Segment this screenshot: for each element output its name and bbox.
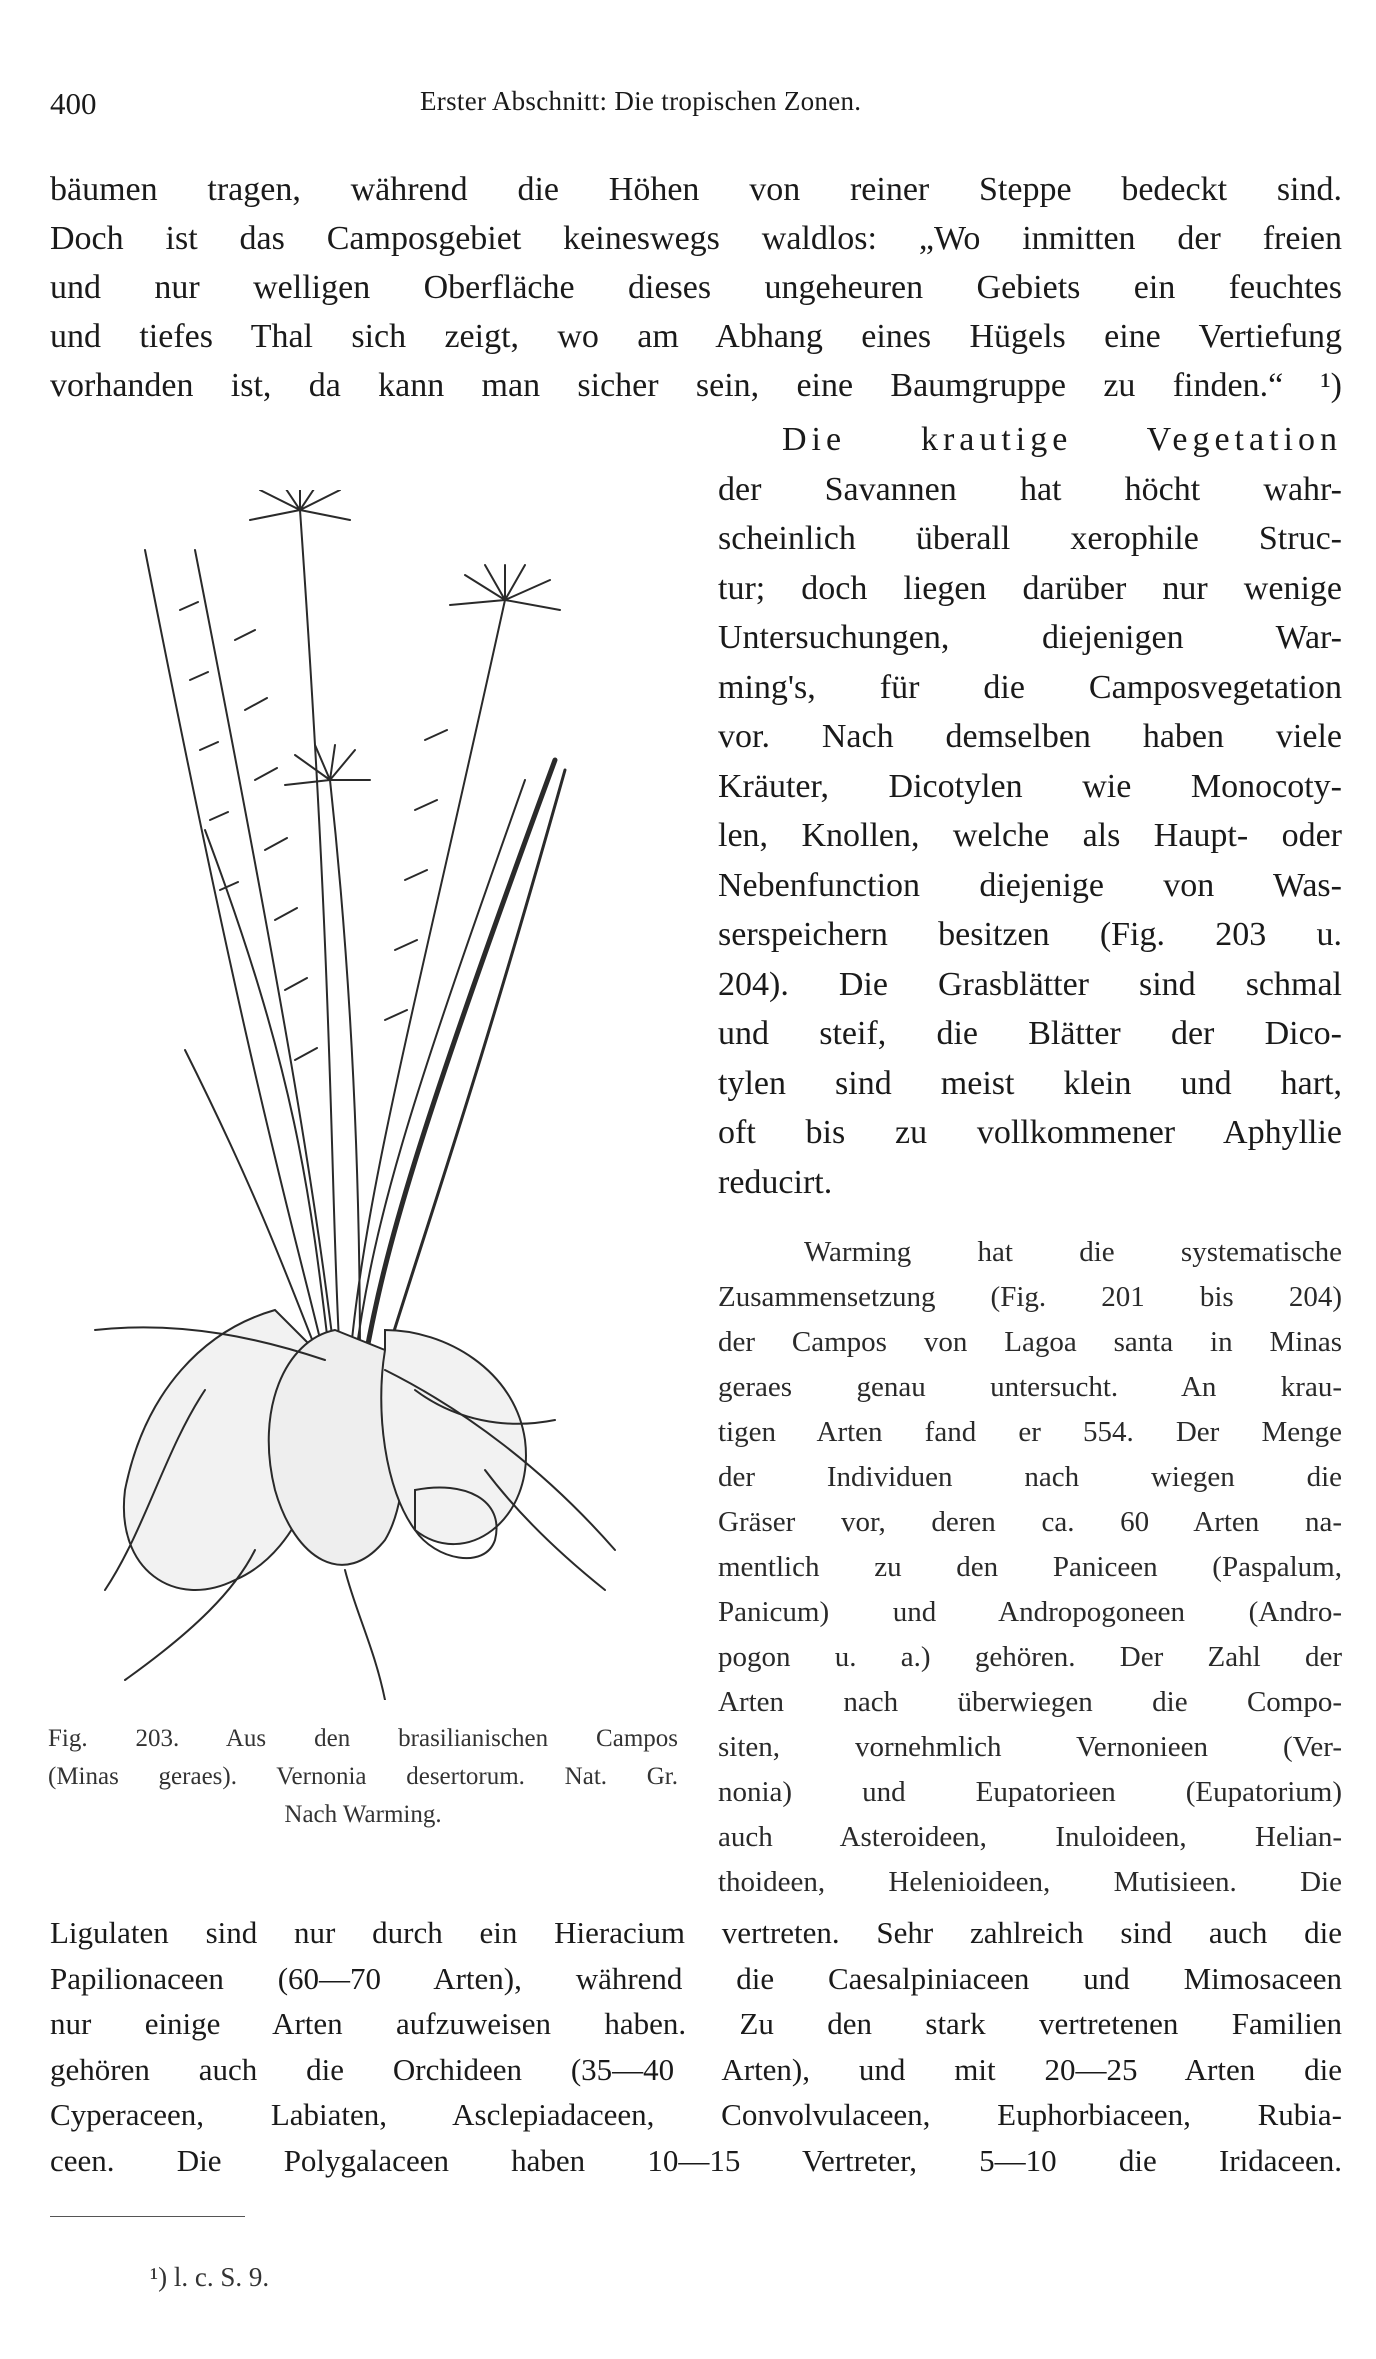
text-line: und steif, die Blätter der Dico- (718, 1015, 1342, 1052)
text-line: gehören auch die Orchideen (35—40 Arten), und mit 20—25 Arten die (50, 2051, 1342, 2087)
text-line: Nebenfunction diejenige von Was- (718, 866, 1342, 904)
text-line: siten, vornehmlich Vernonieen (Ver- (718, 1731, 1342, 1763)
text-line: Cyperaceen, Labiaten, Asclepiadaceen, Convolvulaceen, Euphorbiaceen, Rubia- (50, 2097, 1342, 2132)
intro-paragraph (50, 165, 1342, 410)
caption-line: Nach Warming. (284, 1801, 442, 1828)
text-line: pogon u. a.) gehören. Der Zahl der (718, 1641, 1342, 1673)
text-line: oft bis zu vollkommener Aphyllie (718, 1114, 1342, 1151)
text-line: Untersuchungen, diejenigen War- (718, 619, 1342, 656)
figure-caption (48, 1720, 678, 1834)
text-line: Panicum) und Andropogoneen (Andro- (718, 1596, 1342, 1628)
text-line: 204). Die Grasblätter sind schmal (718, 965, 1342, 1003)
text-line: auch Asteroideen, Inuloideen, Helian- (718, 1821, 1342, 1853)
text-line: und nur welligen Oberfläche dieses ungeheuren Gebiets ein feuchtes (50, 269, 1342, 306)
text-line: der Individuen nach wiegen die (718, 1461, 1342, 1493)
text-line: ceen. Die Polygalaceen haben 10—15 Vertreter, 5—10 die Iridaceen. (50, 2142, 1342, 2178)
footnote-rule (50, 2216, 245, 2217)
page-number: 400 (50, 86, 97, 121)
text-line: mentlich zu den Paniceen (Paspalum, (718, 1551, 1342, 1583)
text-line: der Savannen hat höcht wahr- (718, 470, 1342, 508)
warming-paragraph (718, 1230, 1342, 1905)
text-line: und tiefes Thal sich zeigt, wo am Abhang eines Hügels eine Vertiefung (50, 318, 1342, 355)
text-line: Gräser vor, deren ca. 60 Arten na- (718, 1506, 1342, 1538)
caption-line: Fig. 203. Aus den brasilianischen Campos (48, 1725, 678, 1752)
figure-illustration (85, 490, 665, 1700)
text-line: Zusammensetzung (Fig. 201 bis 204) (718, 1281, 1342, 1313)
text-line: geraes genau untersucht. An krau- (718, 1371, 1342, 1403)
page-header (50, 86, 1326, 126)
text-line: bäumen tragen, während die Höhen von reiner Steppe bedeckt sind. (50, 171, 1342, 208)
text-line: reducirt. (718, 1163, 833, 1201)
text-line: serspeichern besitzen (Fig. 203 u. (718, 916, 1342, 953)
text-line: tigen Arten fand er 554. Der Menge (718, 1416, 1342, 1448)
footnote: ¹) l. c. S. 9. (150, 2262, 270, 2292)
text-line: nur einige Arten aufzuweisen haben. Zu den stark vertretenen Familien (50, 2006, 1342, 2041)
text-line: tylen sind meist klein und hart, (718, 1064, 1342, 1102)
families-paragraph (50, 1910, 1342, 2183)
text-line: Papilionaceen (60—70 Arten), während die Caesalpiniaceen und Mimosaceen (50, 1960, 1342, 1996)
text-line: vor. Nach demselben haben viele (718, 718, 1342, 755)
running-head: Erster Abschnitt: Die tropischen Zonen. (420, 86, 862, 116)
text-line: Kräuter, Dicotylen wie Monocoty- (718, 767, 1342, 805)
text-line: Arten nach überwiegen die Compo- (718, 1686, 1342, 1718)
caption-line: (Minas geraes). Vernonia desertorum. Nat. Gr. (48, 1763, 678, 1790)
text-line: nonia) und Eupatorieen (Eupatorium) (718, 1776, 1342, 1808)
text-line: vorhanden ist, da kann man sicher sein, eine Baumgruppe zu finden.“ ¹) (50, 367, 1342, 404)
text-line: der Campos von Lagoa santa in Minas (718, 1326, 1342, 1358)
text-line: Ligulaten sind nur durch ein Hieracium vertreten. Sehr zahlreich sind auch die (50, 1915, 1342, 1950)
text-line: scheinlich überall xerophile Struc- (718, 520, 1342, 557)
vegetation-paragraph (718, 415, 1342, 1207)
text-line: len, Knollen, welche als Haupt- oder (718, 817, 1342, 854)
text-line: Warming hat die systematische (804, 1236, 1342, 1268)
text-line: tur; doch liegen darüber nur wenige (718, 569, 1342, 607)
text-line: Die krautige Vegetation (782, 421, 1342, 458)
text-line: thoideen, Helenioideen, Mutisieen. Die (718, 1866, 1342, 1898)
text-line: ming's, für die Camposvegetation (718, 668, 1342, 706)
plant-drawing (85, 490, 665, 1700)
text-line: Doch ist das Camposgebiet keineswegs waldlos: „Wo inmitten der freien (50, 220, 1342, 257)
